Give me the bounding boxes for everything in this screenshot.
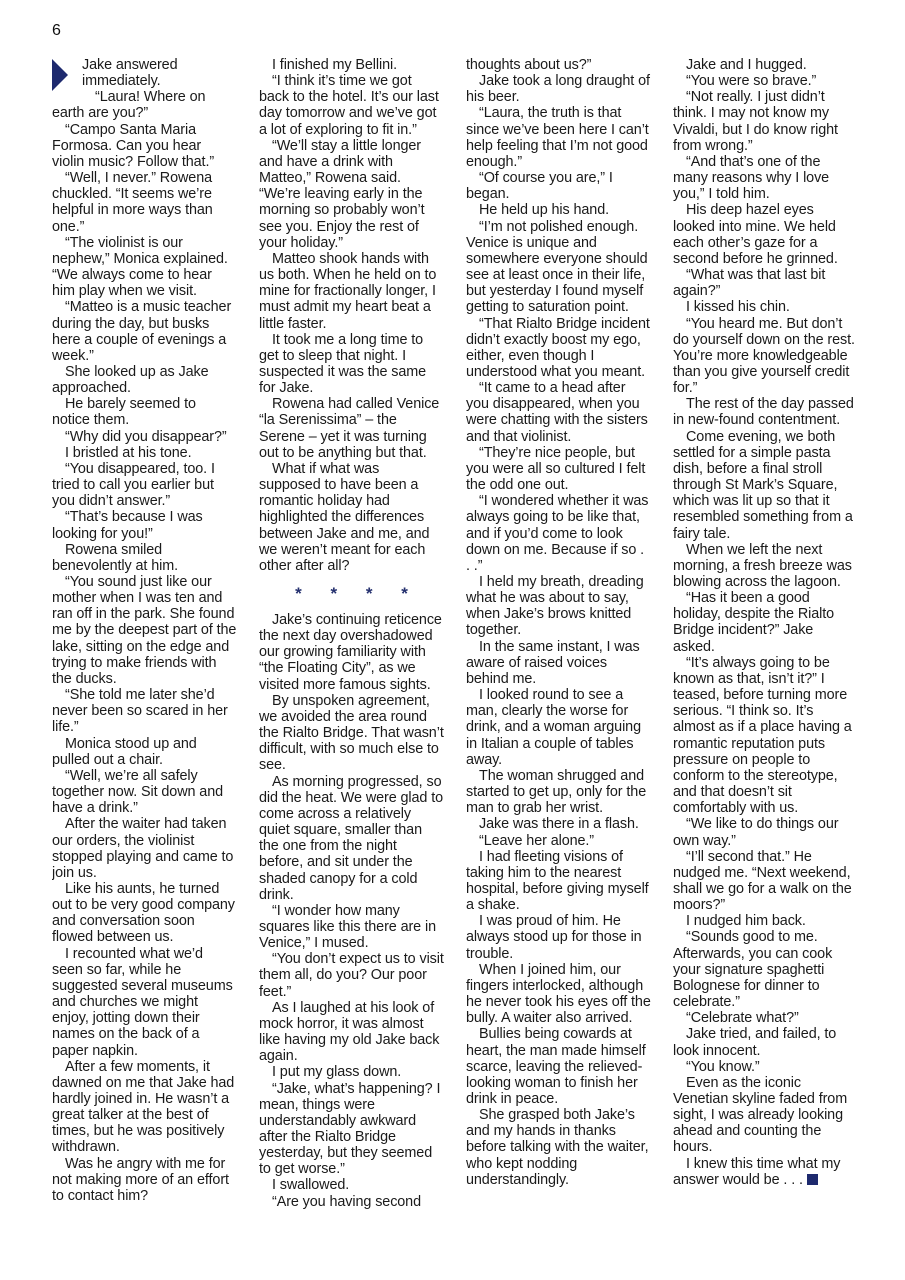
paragraph: Jake answered immediately. — [82, 57, 178, 90]
paragraph: “Has it been a good holiday, despite the Rialto Bridge incident?” Jake asked. — [673, 590, 835, 655]
paragraph: “She told me later she’d never been so scared in her life.” — [52, 687, 228, 736]
paragraph: “Why did you disappear?” — [65, 428, 227, 445]
paragraph: Come evening, we both settled for a simple pasta dish, before a final stroll through St Mark’s Square, which was lit up so that it resembled something from a fairy tale. — [673, 428, 853, 542]
paragraph: His deep hazel eyes looked into mine. We held each other’s gaze for a second before he grinned. — [673, 202, 838, 267]
paragraph: When we left the next morning, a fresh breeze was blowing across the lagoon. — [673, 541, 852, 590]
paragraph: What if what was supposed to have been a romantic holiday had highlighted the differences between Jake and me, and we weren’t meant for each other after all? — [259, 460, 430, 574]
paragraph: “That’s because I was looking for you!” — [52, 509, 203, 542]
paragraph: “I wondered whether it was always going to be like that, and if you’d come to look down on me. Because if so . . .” — [466, 493, 649, 574]
paragraph: Monica stood up and pulled out a chair. — [52, 735, 197, 768]
section-separator: * * * * — [295, 584, 420, 603]
paragraph: “You heard me. But don’t do yourself down on the rest. You’re more knowledgeable than you give yourself credit for.” — [673, 315, 855, 397]
paragraph: “I’m not polished enough. Venice is unique and somewhere everyone should see at least once in their life, but yesterday I found myself getting to saturation point. — [466, 218, 648, 316]
paragraph: “Campo Santa Maria Formosa. Can you hear violin music? Follow that.” — [52, 121, 215, 170]
article-start-marker-icon — [52, 59, 68, 91]
paragraph: “We’ll stay a little longer and have a drink with Matteo,” Rowena said. “We’re leaving early in the morning so probably won’t see you. Enjoy the rest of your holiday.” — [259, 137, 425, 251]
paragraph: “Laura! Where on earth are you?” — [52, 89, 206, 122]
paragraph: Jake and I hugged. — [686, 57, 807, 73]
paragraph: She looked up as Jake approached. — [52, 363, 209, 397]
paragraph: “Are you having second — [272, 1193, 421, 1210]
paragraph: Like his aunts, he turned out to be very good company and conversation soon flowed between us. — [52, 880, 235, 946]
paragraph: In the same instant, I was aware of raised voices behind me. — [466, 638, 640, 687]
paragraph: I bristled at his tone. — [65, 444, 192, 461]
paragraph: “Of course you are,” I began. — [466, 170, 613, 203]
paragraph: Jake was there in a flash. — [479, 816, 639, 833]
paragraph: “They’re nice people, but you were all so cultured I felt the odd one out. — [466, 444, 646, 494]
paragraph: “What was that last bit again?” — [673, 267, 826, 300]
paragraph: “And that’s one of the many reasons why I love you,” I told him. — [673, 153, 830, 203]
paragraph: “Celebrate what?” — [686, 1010, 799, 1027]
paragraph: “Matteo is a music teacher during the day, but busks here a couple of evenings a week.” — [52, 299, 232, 364]
paragraph: I was proud of him. He always stood up for those in trouble. — [466, 913, 642, 962]
paragraph: “Well, we’re all safely together now. Sit down and have a drink.” — [52, 767, 224, 817]
paragraph: As I laughed at his look of mock horror, it was almost like having my old Jake back again. — [259, 999, 440, 1065]
column-1 — [52, 57, 237, 1227]
paragraph: After the waiter had taken our orders, the violinist stopped playing and came to join us. — [52, 816, 234, 881]
paragraph: When I joined him, our fingers interlocked, although he never took his eyes off the bully. A waiter also arrived. — [466, 961, 651, 1027]
paragraph: Was he angry with me for not making more of an effort to contact him? — [52, 1155, 229, 1204]
paragraph: “You disappeared, too. I tried to call you earlier but you didn’t answer.” — [52, 460, 215, 510]
paragraph: “That Rialto Bridge incident didn’t exactly boost my ego, either, even though I understood what you meant. — [466, 315, 650, 380]
paragraph: Jake took a long draught of his beer. — [466, 73, 650, 106]
paragraph: “You don’t expect us to visit them all, do you? Our poor feet.” — [259, 951, 444, 1000]
paragraph: “We like to do things our own way.” — [673, 816, 839, 849]
paragraph: Jake’s continuing reticence the next day overshadowed our growing familiarity with “the Floating City”, as we visited more famous sights. — [259, 612, 442, 693]
paragraph: “I wonder how many squares like this there are in Venice,” I mused. — [259, 902, 436, 952]
paragraph: “Jake, what’s happening? I mean, things were understandably awkward after the Rialto Bridge yesterday, but they seemed to get worse.” — [259, 1080, 441, 1178]
paragraph: “Sounds good to me. Afterwards, you can cook your signature spaghetti Bolognese for dinner to celebrate.” — [673, 929, 833, 1011]
paragraph: After a few moments, it dawned on me that Jake had hardly joined in. He wasn’t a great talker at the best of times, but he was positively withdrawn. — [52, 1058, 235, 1156]
paragraph: “You were so brave.” — [686, 73, 817, 90]
column-3 — [466, 57, 651, 1227]
paragraph: I nudged him back. — [686, 913, 806, 930]
page-number: 6 — [52, 22, 61, 39]
paragraph: I put my glass down. — [272, 1064, 402, 1081]
paragraph: Rowena smiled benevolently at him. — [52, 541, 178, 574]
paragraph: “It’s always going to be known as that, isn’t it?” I teased, before turning more serious. “I think so. It’s almost as if a place having a romantic reputation puts pressure on people to conform to the stereotype, and that doesn’t sit comfortably with us. — [673, 654, 852, 817]
paragraph: I finished my Bellini. — [272, 57, 397, 73]
paragraph: She grasped both Jake’s and my hands in thanks before talking with the waiter, who kept nodding understandingly. — [466, 1107, 649, 1188]
paragraph: Even as the iconic Venetian skyline faded from sight, I was already looking ahead and counting the hours. — [673, 1074, 848, 1156]
article-end-square-icon — [807, 1174, 818, 1185]
paragraph: The woman shrugged and started to get up, only for the man to grab her wrist. — [466, 767, 647, 817]
paragraph: “Well, I never.” Rowena chuckled. “It seems we’re helpful in more ways than one.” — [52, 170, 213, 235]
paragraph: I kissed his chin. — [686, 299, 790, 316]
paragraph: It took me a long time to get to sleep that night. I suspected it was the same for Jake. — [259, 331, 427, 397]
paragraph: “I think it’s time we got back to the hotel. It’s our last day tomorrow and we’ve got a lot of exploring to fit in.” — [259, 73, 439, 138]
paragraph: I knew this time what my answer would be . . . — [673, 1155, 841, 1188]
paragraph: He barely seemed to notice them. — [52, 396, 196, 429]
paragraph: I recounted what we’d seen so far, while he suggested several museums and churches we might enjoy, jotting down their names on the back of a paper napkin. — [52, 945, 233, 1059]
paragraph: I held my breath, dreading what he was about to say, when Jake’s brows knitted together. — [466, 574, 644, 639]
paragraph: thoughts about us?” — [466, 57, 592, 73]
column-4 — [673, 57, 858, 1227]
paragraph: I swallowed. — [272, 1177, 350, 1194]
paragraph: “I’ll second that.” He nudged me. “Next weekend, shall we go for a walk on the moors?” — [673, 848, 852, 914]
paragraph: “You sound just like our mother when I was ten and ran off in the park. She found me by the deepest part of the lake, sitting on the edge and trying to make friends with the ducks. — [52, 574, 237, 687]
paragraph: “The violinist is our nephew,” Monica explained. “We always come to hear him play when we visit. — [52, 234, 228, 300]
paragraph: “You know.” — [686, 1058, 760, 1075]
paragraph: Bullies being cowards at heart, the man made himself scarce, leaving the relieved-looking woman to finish her drink in peace. — [466, 1026, 646, 1107]
paragraph: “Not really. I just didn’t think. I may not know my Vivaldi, but I do know right from wrong.” — [673, 89, 838, 154]
article-columns — [52, 57, 860, 1227]
paragraph: “It came to a head after you disappeared, when you were chatting with the sisters and that violinist. — [466, 380, 648, 445]
paragraph: He held up his hand. — [479, 202, 610, 219]
paragraph: As morning progressed, so did the heat. We were glad to come across a relatively quiet square, smaller than the one from the night before, and sit under the shaded canopy for a cold drink. — [259, 773, 444, 903]
paragraph: Rowena had called Venice “la Serenissima” – the Serene – yet it was turning out to be anything but that. — [259, 396, 440, 461]
paragraph: “Leave her alone.” — [479, 832, 594, 849]
paragraph: Matteo shook hands with us both. When he held on to mine for fractionally longer, I must admit my heart beat a little faster. — [259, 250, 437, 332]
paragraph: By unspoken agreement, we avoided the area round the Rialto Bridge. That wasn’t difficult, with so much else to see. — [259, 692, 444, 774]
paragraph: I looked round to see a man, clearly the worse for drink, and a woman arguing in Italian a couple of tables away. — [466, 687, 641, 768]
paragraph: “Laura, the truth is that since we’ve been here I can’t help feeling that I’m not good enough.” — [466, 105, 649, 170]
column-2 — [259, 57, 444, 1227]
paragraph: The rest of the day passed in new-found contentment. — [673, 396, 854, 429]
paragraph: Jake tried, and failed, to look innocent. — [673, 1026, 837, 1059]
paragraph: I had fleeting visions of taking him to the nearest hospital, before giving myself a shake. — [466, 848, 649, 914]
